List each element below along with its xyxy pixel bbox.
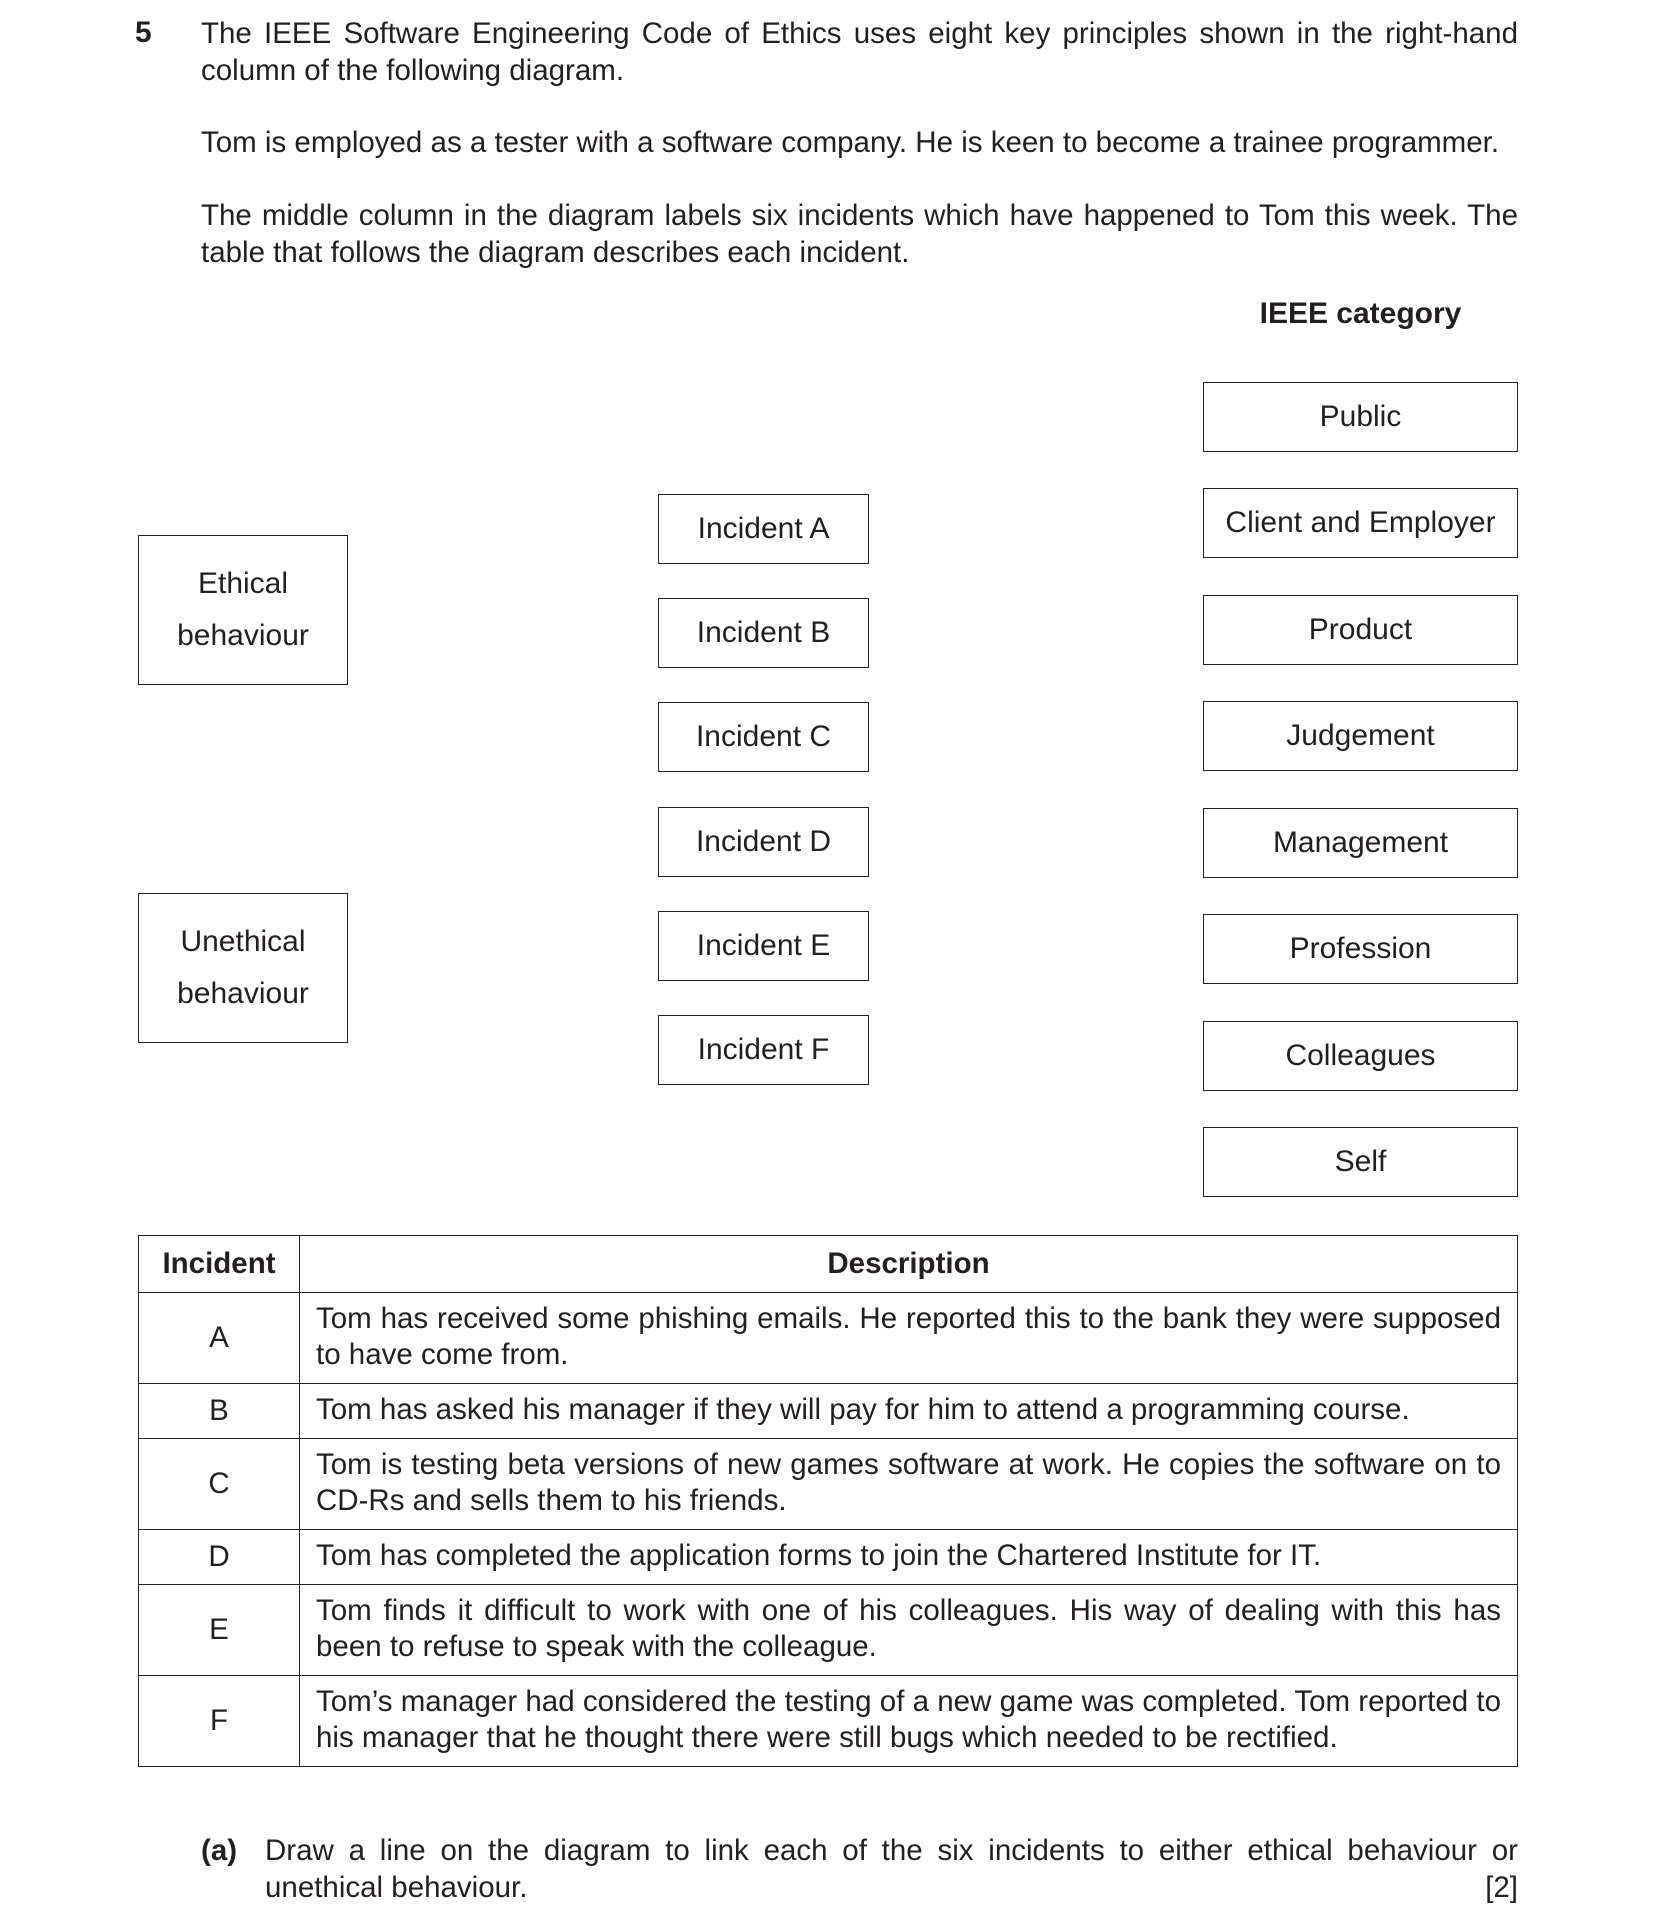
category-public-box[interactable]: Public [1203, 382, 1518, 452]
table-row [139, 1585, 1518, 1676]
category-self-box[interactable]: Self [1203, 1127, 1518, 1197]
ethical-behaviour-box[interactable] [138, 535, 348, 685]
part-a-label: (a) [201, 1834, 238, 1867]
incident-letter: D [139, 1530, 300, 1585]
incident-e-box[interactable]: Incident E [658, 911, 869, 981]
incident-letter: A [139, 1293, 300, 1384]
table-row [139, 1384, 1518, 1439]
category-column-header: IEEE category [1259, 297, 1462, 330]
incident-description: Tom is testing beta versions of new games software at work. He copies the software on to CD-Rs and sells them to his friends. [300, 1439, 1518, 1530]
table-header-row [139, 1236, 1518, 1293]
incident-description: Tom finds it difficult to work with one of his colleagues. His way of dealing with this has been to refuse to speak with the colleague. [300, 1585, 1518, 1676]
behaviour-label-line1: Unethical [180, 925, 306, 959]
incident-f-box[interactable]: Incident F [658, 1015, 869, 1085]
part-a-text: Draw a line on the diagram to link each of the six incidents to either ethical behaviour or unethical behaviour. [265, 1834, 1518, 1904]
category-product-box[interactable]: Product [1203, 595, 1518, 665]
incident-description-table [138, 1235, 1518, 1767]
category-management-box[interactable]: Management [1203, 808, 1518, 878]
incident-c-box[interactable]: Incident C [658, 702, 869, 772]
intro-paragraph-2: Tom is employed as a tester with a software company. He is keen to become a trainee programmer. [201, 126, 1500, 159]
incident-description: Tom has asked his manager if they will pay for him to attend a programming course. [300, 1384, 1518, 1439]
part-a-marks: [2] [1485, 1871, 1518, 1904]
table-row [139, 1439, 1518, 1530]
category-client-employer-box[interactable]: Client and Employer [1203, 488, 1518, 558]
category-colleagues-box[interactable]: Colleagues [1203, 1021, 1518, 1091]
table-row [139, 1530, 1518, 1585]
category-judgement-box[interactable]: Judgement [1203, 701, 1518, 771]
unethical-behaviour-box[interactable] [138, 893, 348, 1043]
incident-d-box[interactable]: Incident D [658, 807, 869, 877]
incident-b-box[interactable]: Incident B [658, 598, 869, 668]
behaviour-label-line1: Ethical [197, 567, 289, 601]
incident-letter: E [139, 1585, 300, 1676]
question-number: 5 [135, 16, 152, 49]
incident-description: Tom has received some phishing emails. He reported this to the bank they were supposed to have come from. [300, 1293, 1518, 1384]
table-row [139, 1676, 1518, 1767]
incident-description: Tom has completed the application forms to join the Chartered Institute for IT. [300, 1530, 1518, 1585]
behaviour-label-line2: behaviour [177, 618, 309, 652]
behaviour-label-line2: behaviour [177, 976, 309, 1010]
intro-paragraph-3: The middle column in the diagram labels six incidents which have happened to Tom this week. The table that follows the diagram describes each incident. [201, 199, 1518, 269]
incident-description: Tom’s manager had considered the testing of a new game was completed. Tom reported to his manager that he thought there were still bugs which needed to be rectified. [300, 1676, 1518, 1767]
table-row [139, 1293, 1518, 1384]
category-profession-box[interactable]: Profession [1203, 914, 1518, 984]
intro-paragraph-1: The IEEE Software Engineering Code of Ethics uses eight key principles shown in the right-hand column of the following diagram. [201, 17, 1518, 87]
description-column-header: Description [300, 1236, 1518, 1293]
incident-a-box[interactable]: Incident A [658, 494, 869, 564]
incident-column-header: Incident [139, 1236, 300, 1293]
incident-letter: C [139, 1439, 300, 1530]
incident-letter: F [139, 1676, 300, 1767]
incident-letter: B [139, 1384, 300, 1439]
